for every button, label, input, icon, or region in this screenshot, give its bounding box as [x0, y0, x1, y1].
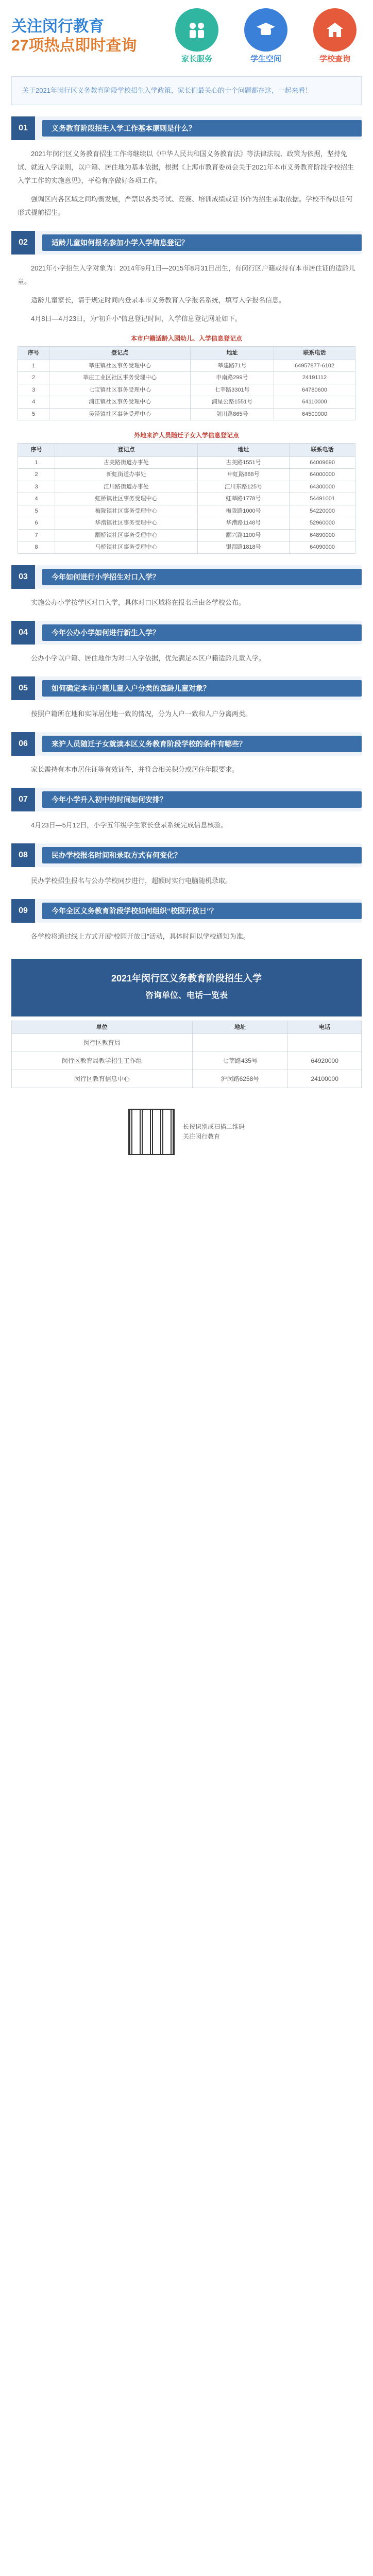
intro-box: 关于2021年闵行区义务教育阶段学校招生入学政策，家长们最关心的十个问题都在这，一起来看！ [11, 76, 362, 105]
table-header-cell: 序号 [18, 444, 55, 457]
question-section [11, 565, 362, 609]
contact-row [12, 1070, 362, 1088]
header-line1: 关注闵行教育 [11, 18, 104, 35]
contact-cell: 电话 [288, 1021, 362, 1034]
table-cell: 七宝镇社区事务受理中心 [49, 384, 191, 396]
table-caption: 本市户籍适龄入园幼儿、入学信息登记点 [130, 335, 242, 342]
question-header [11, 621, 362, 645]
table-cell: 1 [18, 456, 55, 469]
table-cell: 4 [18, 396, 49, 409]
table-cell: 4 [18, 493, 55, 505]
answer-paragraph: 4月23日—5月12日，小学五年级学生家长登录系统完成信息核验。 [31, 821, 228, 829]
question-title: 今年公办小学如何进行新生入学？ [42, 624, 362, 641]
table-header-row [18, 444, 355, 457]
question-header [11, 116, 362, 140]
table-cell: 64300000 [290, 481, 355, 493]
answer-paragraph: 2021年小学招生入学对象为：2014年9月1日—2015年8月31日出生，有闵行区户籍或持有本市居住证的适龄儿童。 [18, 264, 355, 285]
answer-body [11, 756, 362, 776]
answer-body [11, 645, 362, 665]
answer-paragraph: 4月8日—4月23日，为“初升小”信息登记时间，入学信息登记网址如下。 [31, 315, 242, 323]
contact-cell: 七莘路435号 [192, 1052, 288, 1070]
table-cell: 古美路街道办事处 [55, 456, 198, 469]
question-number: 05 [11, 676, 35, 700]
table-cell: 24191112 [274, 372, 355, 384]
question-number: 09 [11, 899, 35, 923]
table-cell: 莘建路71号 [190, 360, 274, 372]
table-header-cell: 联系电话 [290, 444, 355, 457]
question-section [11, 899, 362, 943]
student-space-button[interactable] [239, 8, 293, 64]
answer-body [11, 923, 362, 943]
table-row [18, 360, 355, 372]
question-section [11, 788, 362, 832]
answer-body [11, 589, 362, 609]
question-section [11, 116, 362, 219]
answer-paragraph: 实施公办小学按学区对口入学，具体对口区域将在报名后由各学校公布。 [31, 598, 246, 606]
table-header-cell: 地址 [190, 347, 274, 360]
table-cell: 3 [18, 384, 49, 396]
question-number: 03 [11, 565, 35, 589]
qr-text-line1: 长按识别或扫描二维码 [182, 1123, 245, 1130]
table-cell: 64500000 [274, 408, 355, 420]
question-number: 06 [11, 732, 35, 756]
answer-paragraph: 按照户籍所在地和实际居住地一致的情况，分为人户一致和人户分离两类。 [31, 709, 252, 718]
answer-paragraph: 各学校将通过线上方式开展“校园开放日”活动，具体时间以学校通知为准。 [31, 932, 250, 940]
table-cell: 虹桥镇社区事务受理中心 [55, 493, 198, 505]
table-row [18, 493, 355, 505]
question-number: 02 [11, 231, 35, 255]
question-header [11, 231, 362, 255]
question-section [11, 676, 362, 721]
table-row [18, 469, 355, 481]
table-cell: 2 [18, 372, 49, 384]
table-row [18, 456, 355, 469]
table-cell: 剑川路865号 [190, 408, 274, 420]
footer-title2: 咨询单位、电话一览表 [145, 991, 228, 1000]
qr-text-line2: 关注闵行教育 [182, 1133, 220, 1140]
question-section [11, 843, 362, 888]
table-cell: 7 [18, 529, 55, 541]
question-section [11, 231, 362, 554]
question-header [11, 732, 362, 756]
table-cell: 颛桥镇社区事务受理中心 [55, 529, 198, 541]
table-cell: 64009690 [290, 456, 355, 469]
table-cell: 马桥镇社区事务受理中心 [55, 541, 198, 554]
table-cell: 江川东路125号 [197, 481, 289, 493]
question-number: 04 [11, 621, 35, 645]
table-cell: 浦江镇社区事务受理中心 [49, 396, 191, 409]
table-row [18, 408, 355, 420]
table-cell: 6 [18, 517, 55, 530]
table-cell: 64780600 [274, 384, 355, 396]
table-cell: 2 [18, 469, 55, 481]
question-section [11, 621, 362, 665]
question-header [11, 899, 362, 923]
table-cell: 52960000 [290, 517, 355, 530]
student-label: 学生空间 [250, 55, 281, 63]
footer-title-block [11, 959, 362, 1016]
table-row [18, 517, 355, 530]
answer-body [11, 811, 362, 832]
table-cell: 华漕镇社区事务受理中心 [55, 517, 198, 530]
question-title: 今年如何进行小学招生对口入学？ [42, 569, 362, 585]
table-cell: 莘庄工业区社区事务受理中心 [49, 372, 191, 384]
qr-text [183, 1122, 245, 1142]
table-cell: 54220000 [290, 505, 355, 517]
table-cell: 申南路299号 [190, 372, 274, 384]
contact-table [11, 1021, 362, 1089]
family-service-button[interactable] [170, 8, 224, 64]
table-row [18, 481, 355, 493]
student-icon [244, 8, 287, 52]
table-cell: 64110000 [274, 396, 355, 409]
table-row [18, 372, 355, 384]
table-cell: 颛兴路1100号 [197, 529, 289, 541]
table-cell: 梅陇镇社区事务受理中心 [55, 505, 198, 517]
page-header [0, 0, 373, 72]
table-row [18, 505, 355, 517]
contact-cell [192, 1034, 288, 1052]
contact-cell: 闵行区教育信息中心 [12, 1070, 193, 1088]
table-cell: 江川路街道办事处 [55, 481, 198, 493]
contact-cell [288, 1034, 362, 1052]
table-cell: 华漕路1148号 [197, 517, 289, 530]
table-cell: 古美路1551号 [197, 456, 289, 469]
table-cell: 5 [18, 505, 55, 517]
question-section [11, 732, 362, 776]
table-cell: 梅陇路1000号 [197, 505, 289, 517]
qr-code-icon[interactable] [128, 1109, 175, 1155]
answer-paragraph: 强调区内各区域之间均衡发展，严禁以各类考试、竞赛、培训成绩或证书作为招生录取依据。学校不得以任何形式提前招生。 [18, 195, 353, 216]
family-label: 家长服务 [181, 55, 212, 63]
answer-paragraph: 2021年闵行区义务教育招生工作将继续以《中华人民共和国义务教育法》等法律法规、政策为依据，坚持免试、就近入学原则，以户籍、居住地为基本依据，根据《上海市教育委员会关于2021年本市义务教育阶段学校招生入学工作的实施意见》，平稳有序做好各项工作。 [18, 150, 354, 184]
table-header-row [18, 347, 355, 360]
question-header [11, 676, 362, 700]
table-cell: 5 [18, 408, 49, 420]
question-title: 适龄儿童如何报名参加小学入学信息登记？ [42, 234, 362, 251]
footer-qr-section [0, 1109, 373, 1155]
question-number: 07 [11, 788, 35, 811]
table-cell: 64957877-6102 [274, 360, 355, 372]
contact-cell: 24100000 [288, 1070, 362, 1088]
registration-table [18, 428, 355, 554]
footer-contact-table [11, 1021, 362, 1089]
family-icon [175, 8, 218, 52]
table-cell: 银都路1818号 [197, 541, 289, 554]
registration-table [18, 331, 355, 420]
question-title: 如何确定本市户籍儿童入户分类的适龄儿童对象？ [42, 680, 362, 697]
table-cell: 浦星公路1551号 [190, 396, 274, 409]
question-number: 08 [11, 843, 35, 867]
table-row [18, 541, 355, 554]
header-line2: 27项热点即时查询 [11, 37, 137, 54]
question-title: 来沪人员随迁子女就读本区义务教育阶段学校的条件有哪些？ [42, 736, 362, 752]
table-cell: 54491001 [290, 493, 355, 505]
table-header-cell: 地址 [197, 444, 289, 457]
question-title: 义务教育阶段招生入学工作基本原则是什么？ [42, 120, 362, 137]
answer-paragraph: 民办学校招生报名与公办学校同步进行，超额时实行电脑随机录取。 [31, 876, 232, 885]
answer-body [11, 867, 362, 888]
header-title [11, 17, 149, 56]
school-label: 学校查询 [319, 55, 350, 63]
question-title: 今年全区义务教育阶段学校如何组织“校园开放日”？ [42, 903, 362, 919]
table-cell: 3 [18, 481, 55, 493]
footer-title1: 2021年闵行区义务教育阶段招生入学 [111, 973, 262, 984]
contact-row [12, 1021, 362, 1034]
table-header-cell: 序号 [18, 347, 49, 360]
table-header-cell: 联系电话 [274, 347, 355, 360]
table-row [18, 384, 355, 396]
school-icon [313, 8, 357, 52]
table-cell: 吴泾镇社区事务受理中心 [49, 408, 191, 420]
contact-cell: 64920000 [288, 1052, 362, 1070]
table-cell: 申虹路888号 [197, 469, 289, 481]
table-cell: 1 [18, 360, 49, 372]
answer-body [11, 140, 362, 219]
contact-row [12, 1052, 362, 1070]
answer-paragraph: 适龄儿童家长，请于规定时间内登录本市义务教育入学报名系统，填写入学报名信息。 [31, 296, 286, 304]
answer-body [11, 255, 362, 554]
table-cell: 64000000 [290, 469, 355, 481]
table-cell: 64090000 [290, 541, 355, 554]
table-cell: 新虹街道办事处 [55, 469, 198, 481]
table-cell: 七莘路3301号 [190, 384, 274, 396]
school-query-button[interactable] [308, 8, 362, 64]
contact-cell: 单位 [12, 1021, 193, 1034]
table-cell: 虹莘路1778号 [197, 493, 289, 505]
questions-list [0, 116, 373, 943]
question-number: 01 [11, 116, 35, 140]
question-header [11, 565, 362, 589]
header-icon-group [170, 8, 362, 64]
question-header [11, 843, 362, 867]
table-row [18, 529, 355, 541]
table-caption: 外地来沪人员随迁子女入学信息登记点 [133, 432, 239, 439]
contact-cell: 闵行区教育局 [12, 1034, 193, 1052]
contact-cell: 沪闵路6258号 [192, 1070, 288, 1088]
answer-body [11, 700, 362, 721]
question-title: 民办学校报名时间和录取方式有何变化？ [42, 847, 362, 863]
table-cell: 64890000 [290, 529, 355, 541]
table-row [18, 396, 355, 409]
table-header-cell: 登记点 [55, 444, 198, 457]
table-cell: 莘庄镇社区事务受理中心 [49, 360, 191, 372]
table-header-cell: 登记点 [49, 347, 191, 360]
question-title: 今年小学升入初中的时间如何安排？ [42, 791, 362, 808]
table-cell: 8 [18, 541, 55, 554]
answer-paragraph: 家长需持有本市居住证等有效证件，并符合相关积分或居住年限要求。 [31, 765, 239, 773]
contact-row [12, 1034, 362, 1052]
contact-cell: 地址 [192, 1021, 288, 1034]
answer-paragraph: 公办小学以户籍、居住地作为对口入学依据，优先满足本区户籍适龄儿童入学。 [31, 654, 266, 662]
question-header [11, 788, 362, 811]
contact-cell: 闵行区教育局教学招生工作组 [12, 1052, 193, 1070]
